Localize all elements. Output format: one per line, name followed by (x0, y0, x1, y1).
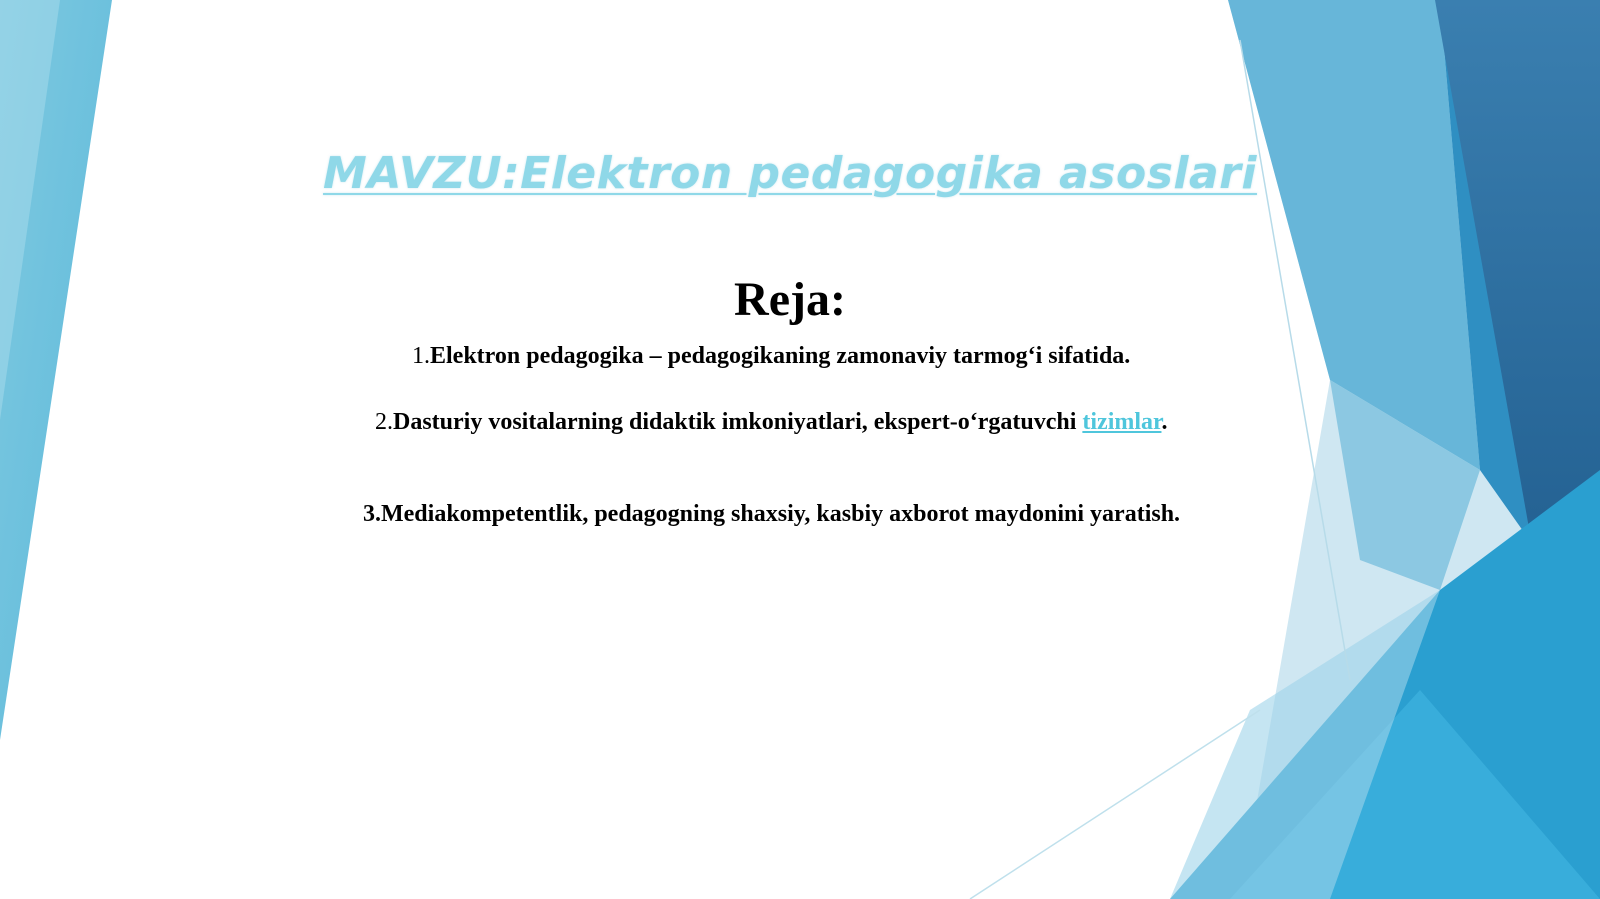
plan-heading: Reja: (734, 273, 846, 326)
plan-item-number: 3. (363, 501, 381, 527)
slide-title: MAVZU:Elektron pedagogika asoslari (323, 148, 1257, 199)
plan-item-text: Elektron pedagogika – pedagogikaning zamonaviy tarmog‘i sifatida. (430, 343, 1131, 369)
tizimlar-link[interactable]: tizimlar (1082, 409, 1162, 435)
plan-item-suffix: . (1161, 409, 1168, 435)
plan-item (363, 501, 1180, 528)
plan-item-text: Mediakompetentlik, pedagogning shaxsiy, kasbiy axborot maydonini yaratish. (381, 501, 1181, 527)
plan-item-number: 1. (412, 343, 430, 369)
plan-item-number: 2. (375, 409, 393, 435)
plan-item-text: Dasturiy vositalarning didaktik imkoniyatlari, ekspert-o‘rgatuvchi (393, 409, 1083, 435)
plan-item (375, 409, 1167, 436)
plan-item (412, 343, 1130, 370)
